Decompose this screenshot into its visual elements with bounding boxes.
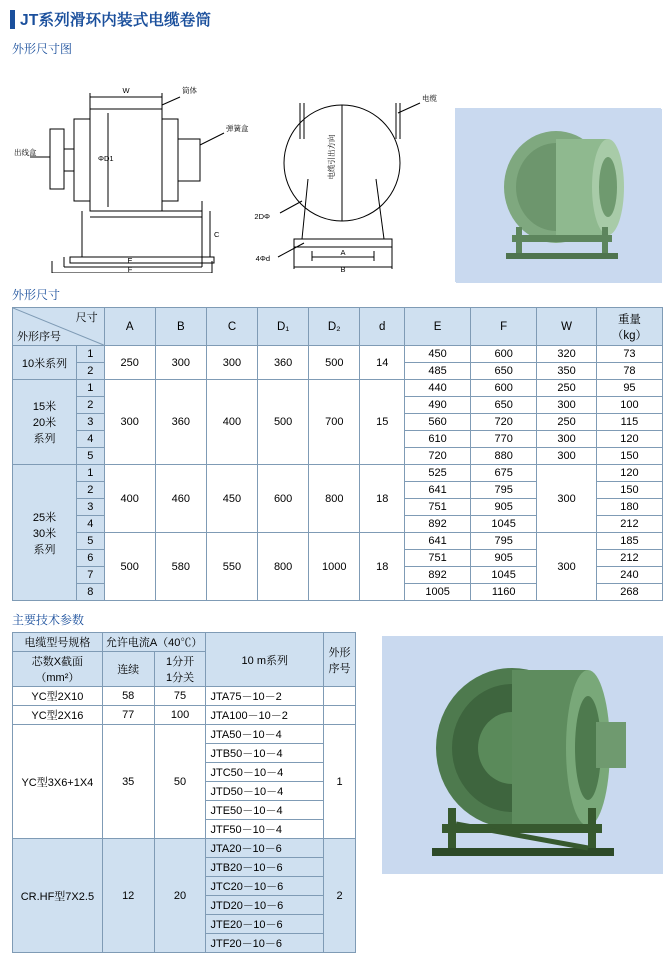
cell-duty: 100 xyxy=(154,706,206,725)
cell-e: 450 xyxy=(405,346,471,363)
col-header-weight xyxy=(596,308,662,346)
page-title xyxy=(10,8,659,30)
callout-cylinder: 筒体 xyxy=(182,86,197,95)
table-row xyxy=(13,725,356,744)
tech-col-current: 允许电流A（40℃） xyxy=(102,633,206,652)
cell-w: 300 xyxy=(537,397,597,414)
callout-e: E xyxy=(127,256,133,265)
tech-duty-line1: 1分开 xyxy=(165,656,195,668)
cell-shape: 2 xyxy=(324,839,356,953)
cell-weight: 240 xyxy=(596,567,662,584)
cell-duty: 75 xyxy=(154,687,206,706)
row-no: 2 xyxy=(76,363,104,380)
cell-f: 1160 xyxy=(471,584,537,601)
col-header-c: C xyxy=(206,308,257,346)
cell-weight: 185 xyxy=(596,533,662,550)
cell-e: 641 xyxy=(405,482,471,499)
table-row xyxy=(13,839,356,858)
cell-weight: 78 xyxy=(596,363,662,380)
cell-e: 892 xyxy=(405,516,471,533)
cell-series: JTE20－10－6 xyxy=(206,915,324,934)
row-no: 2 xyxy=(76,397,104,414)
cell-e: 751 xyxy=(405,499,471,516)
table-row xyxy=(13,533,663,550)
table-corner-cell xyxy=(13,308,105,346)
cell-weight: 268 xyxy=(596,584,662,601)
cell-series: JTA20－10－6 xyxy=(206,839,324,858)
tech-col-series: 10 m系列 xyxy=(206,633,324,687)
cell-model: YC型2X10 xyxy=(13,687,103,706)
row-no: 4 xyxy=(76,431,104,448)
product-photo-top xyxy=(455,108,661,282)
cell-d1: 800 xyxy=(258,533,309,601)
cell-f: 905 xyxy=(471,499,537,516)
row-no: 1 xyxy=(76,465,104,482)
cell-e: 525 xyxy=(405,465,471,482)
cell-weight: 100 xyxy=(596,397,662,414)
cell-e: 490 xyxy=(405,397,471,414)
cell-f: 795 xyxy=(471,482,537,499)
cell-w: 300 xyxy=(537,465,597,533)
cell-c: 450 xyxy=(206,465,257,533)
cell-f: 600 xyxy=(471,346,537,363)
tech-col-core xyxy=(13,652,103,687)
cell-series: JTB20－10－6 xyxy=(206,858,324,877)
callout-outlet-box: 出线盒 xyxy=(14,148,37,157)
row-no: 5 xyxy=(76,448,104,465)
cell-shape xyxy=(324,687,356,706)
tech-duty-line2: 1分关 xyxy=(165,672,195,684)
tech-col-continuous: 连续 xyxy=(102,652,154,687)
cell-w: 250 xyxy=(537,380,597,397)
callout-2d: 2DΦ xyxy=(254,212,270,221)
row-no: 3 xyxy=(76,414,104,431)
cell-d1: 600 xyxy=(258,465,309,533)
cell-f: 675 xyxy=(471,465,537,482)
cell-d: 18 xyxy=(360,465,405,533)
callout-b: B xyxy=(340,265,346,273)
cell-e: 485 xyxy=(405,363,471,380)
callout-phi-d1: ΦD1 xyxy=(98,154,114,163)
col-header-w: W xyxy=(537,308,597,346)
cell-a: 400 xyxy=(104,465,155,533)
tech-section xyxy=(12,632,659,953)
cell-weight: 95 xyxy=(596,380,662,397)
cell-model: YC型2X16 xyxy=(13,706,103,725)
weight-label-line1: 重量 xyxy=(617,313,641,326)
cell-c: 300 xyxy=(206,346,257,380)
tech-shape-line1: 外形 xyxy=(328,646,351,659)
cell-series: JTC50－10－4 xyxy=(206,763,324,782)
cell-e: 720 xyxy=(405,448,471,465)
cell-d: 14 xyxy=(360,346,405,380)
cell-shape: 1 xyxy=(324,725,356,839)
section-label-tech: 主要技术参数 xyxy=(12,613,85,627)
row-no: 6 xyxy=(76,550,104,567)
row-no: 1 xyxy=(76,380,104,397)
callout-spring-box: 弹簧盒 xyxy=(226,124,249,133)
cell-series: JTB50－10－4 xyxy=(206,744,324,763)
page-root xyxy=(0,8,667,950)
cell-e: 892 xyxy=(405,567,471,584)
cell-e: 560 xyxy=(405,414,471,431)
tech-table xyxy=(12,632,356,953)
cell-weight: 73 xyxy=(596,346,662,363)
cell-f: 650 xyxy=(471,397,537,414)
cell-model: YC型3X6+1X4 xyxy=(13,725,103,839)
tech-header-row xyxy=(13,633,356,652)
col-header-a: A xyxy=(104,308,155,346)
cell-f: 795 xyxy=(471,533,537,550)
tech-col-shape xyxy=(324,633,356,687)
group-line-2: 30米 xyxy=(32,527,57,540)
cell-b: 460 xyxy=(155,465,206,533)
cell-c: 400 xyxy=(206,380,257,465)
cell-e: 751 xyxy=(405,550,471,567)
cell-d2: 1000 xyxy=(309,533,360,601)
tech-col-model: 电缆型号规格 xyxy=(13,633,103,652)
cell-a: 300 xyxy=(104,380,155,465)
weight-label-line2: （kg） xyxy=(611,329,648,342)
row-no: 2 xyxy=(76,482,104,499)
row-no: 1 xyxy=(76,346,104,363)
cell-continuous: 35 xyxy=(102,725,154,839)
cell-weight: 150 xyxy=(596,448,662,465)
cell-f: 770 xyxy=(471,431,537,448)
cell-a: 250 xyxy=(104,346,155,380)
cell-weight: 115 xyxy=(596,414,662,431)
group-line-3: 系列 xyxy=(33,543,56,556)
cell-e: 641 xyxy=(405,533,471,550)
table-row xyxy=(13,465,663,482)
cell-d2: 500 xyxy=(309,346,360,380)
cell-series: JTF50－10－4 xyxy=(206,820,324,839)
callout-cable-direction: 电缆引出方向 xyxy=(327,134,336,180)
cell-d: 18 xyxy=(360,533,405,601)
cell-w: 250 xyxy=(537,414,597,431)
cell-d1: 500 xyxy=(258,380,309,465)
cell-series: JTA50－10－4 xyxy=(206,725,324,744)
cell-weight: 120 xyxy=(596,431,662,448)
cell-model: CR.HF型7X2.5 xyxy=(13,839,103,953)
row-no: 5 xyxy=(76,533,104,550)
cell-a: 500 xyxy=(104,533,155,601)
col-header-d: d xyxy=(360,308,405,346)
group-label-15-20m xyxy=(13,380,77,465)
cell-series: JTE50－10－4 xyxy=(206,801,324,820)
col-header-b: B xyxy=(155,308,206,346)
cell-continuous: 58 xyxy=(102,687,154,706)
callout-c: C xyxy=(214,230,220,239)
title-accent-bar xyxy=(10,10,15,29)
col-header-d2: D₂ xyxy=(309,308,360,346)
callout-f: F xyxy=(127,265,133,273)
cell-weight: 180 xyxy=(596,499,662,516)
cell-f: 1045 xyxy=(471,567,537,584)
section-label-dimensions: 外形尺寸 xyxy=(12,288,61,302)
cell-series: JTD20－10－6 xyxy=(206,896,324,915)
tech-shape-line2: 序号 xyxy=(328,662,351,675)
group-line-1: 15米 xyxy=(32,401,57,413)
cell-duty: 50 xyxy=(154,725,206,839)
cell-d2: 700 xyxy=(309,380,360,465)
cell-w: 300 xyxy=(537,431,597,448)
cell-d2: 800 xyxy=(309,465,360,533)
cell-f: 600 xyxy=(471,380,537,397)
table-header-row xyxy=(13,308,663,327)
callout-w: W xyxy=(122,86,130,95)
cell-weight: 212 xyxy=(596,550,662,567)
dimension-drawing xyxy=(12,61,452,273)
callout-cable: 电缆 xyxy=(422,94,437,103)
tech-col-duty xyxy=(154,652,206,687)
col-header-e: E xyxy=(405,308,471,346)
cell-w: 350 xyxy=(537,363,597,380)
cell-w: 300 xyxy=(537,448,597,465)
row-no: 7 xyxy=(76,567,104,584)
title-text: JT系列滑环内装式电缆卷筒 xyxy=(20,12,212,29)
row-no: 3 xyxy=(76,499,104,516)
row-no: 8 xyxy=(76,584,104,601)
cell-f: 1045 xyxy=(471,516,537,533)
cell-e: 610 xyxy=(405,431,471,448)
cell-w: 300 xyxy=(537,533,597,601)
cell-b: 300 xyxy=(155,346,206,380)
cell-series: JTA100－10－2 xyxy=(206,706,324,725)
table-row xyxy=(13,706,356,725)
cell-w: 320 xyxy=(537,346,597,363)
cell-duty: 20 xyxy=(154,839,206,953)
drawing-section xyxy=(8,61,659,276)
cell-series: JTD50－10－4 xyxy=(206,782,324,801)
table-row xyxy=(13,687,356,706)
corner-label-shape-no: 外形序号 xyxy=(17,331,61,343)
row-no: 4 xyxy=(76,516,104,533)
cell-continuous: 12 xyxy=(102,839,154,953)
table-row xyxy=(13,346,663,363)
cell-shape xyxy=(324,706,356,725)
cell-f: 720 xyxy=(471,414,537,431)
cell-b: 360 xyxy=(155,380,206,465)
cell-e: 1005 xyxy=(405,584,471,601)
cell-f: 650 xyxy=(471,363,537,380)
cell-continuous: 77 xyxy=(102,706,154,725)
cell-b: 580 xyxy=(155,533,206,601)
group-line-3: 系列 xyxy=(33,433,56,445)
cell-series: JTA75－10－2 xyxy=(206,687,324,706)
cell-series: JTF20－10－6 xyxy=(206,934,324,953)
table-row xyxy=(13,380,663,397)
callout-4d: 4Φd xyxy=(255,254,270,263)
cell-weight: 150 xyxy=(596,482,662,499)
cell-d1: 360 xyxy=(258,346,309,380)
cell-e: 440 xyxy=(405,380,471,397)
corner-label-size: 尺寸 xyxy=(75,312,98,324)
col-header-f: F xyxy=(471,308,537,346)
group-label-25-30m xyxy=(13,465,77,601)
tech-core-line1: 芯数X截面 xyxy=(31,656,84,668)
col-header-d1: D₁ xyxy=(258,308,309,346)
callout-a: A xyxy=(340,248,346,257)
tech-core-line2: （mm²） xyxy=(35,672,80,684)
cell-series: JTC20－10－6 xyxy=(206,877,324,896)
cell-d: 15 xyxy=(360,380,405,465)
cell-f: 880 xyxy=(471,448,537,465)
cell-f: 905 xyxy=(471,550,537,567)
cell-weight: 212 xyxy=(596,516,662,533)
cell-c: 550 xyxy=(206,533,257,601)
group-label-10m: 10米系列 xyxy=(13,346,77,380)
group-line-2: 20米 xyxy=(32,417,57,429)
group-line-1: 25米 xyxy=(32,511,57,524)
product-photo-bottom xyxy=(382,636,663,874)
cell-weight: 120 xyxy=(596,465,662,482)
section-label-drawing: 外形尺寸图 xyxy=(12,42,73,56)
dimension-table xyxy=(12,307,663,601)
